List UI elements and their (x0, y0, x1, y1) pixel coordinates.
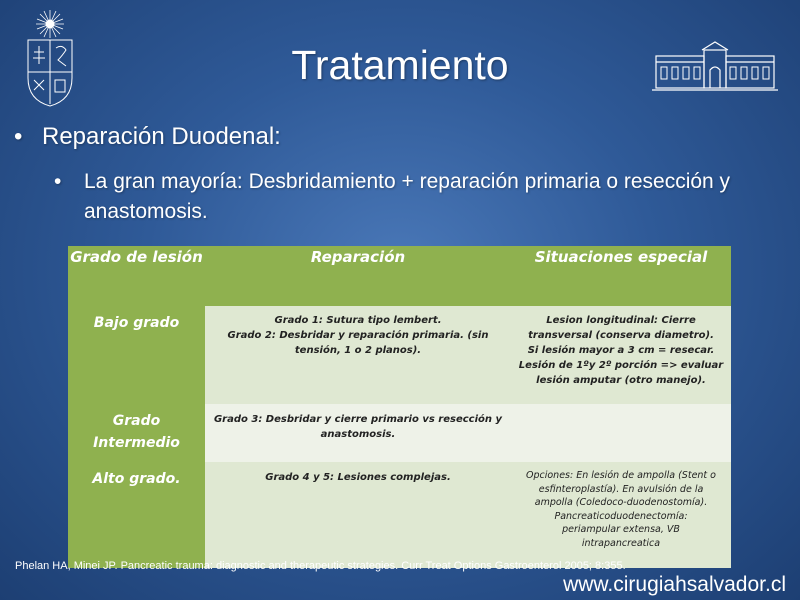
bullet-dot: • (54, 170, 62, 193)
table-row (68, 306, 731, 404)
table-row (68, 462, 731, 568)
special-cell: Lesion longitudinal: Cierre transversal (conserva diametro). Si lesión mayor a 3 cm = resecar. Lesión de 1ºy 2º porción => evaluar lesión amputar (otro manejo). (511, 306, 731, 404)
bullet-level1 (14, 123, 281, 151)
slide-title: Tratamiento (291, 42, 509, 88)
table-row (68, 404, 731, 462)
grade-cell: Grado Intermedio (68, 404, 205, 462)
bullet-level1-text: Reparación Duodenal: (42, 123, 281, 150)
special-cell: Opciones: En lesión de ampolla (Stent o esfinteroplastía). En avulsión de la ampolla (Coledoco-duodenostomía). Pancreaticoduodenectomía: periampular extensa, VB intrapancreatica (511, 462, 731, 568)
bullet-dot: • (14, 123, 23, 150)
special-cell (511, 404, 731, 462)
bullet-level2 (54, 167, 754, 227)
header-situaciones: Situaciones especial (511, 246, 731, 306)
table-header-row (68, 246, 731, 306)
repair-cell: Grado 1: Sutura tipo lembert. Grado 2: Desbridar y reparación primaria. (sin tensión, 1 o 2 planos). (205, 306, 511, 404)
grade-cell: Bajo grado (68, 306, 205, 404)
citation-text: Phelan HA, Minei JP. Pancreatic trauma: diagnostic and therapeutic strategies. Curr Treat Options Gastroenterol 2005; 8:355. (15, 560, 626, 572)
header-grado: Grado de lesión (68, 246, 205, 306)
treatment-table (68, 246, 731, 568)
bullet-level2-text: La gran mayoría: Desbridamiento + reparación primaria o resección y anastomosis. (84, 170, 731, 223)
website-url: www.cirugiahsalvador.cl (563, 573, 786, 596)
grade-cell: Alto grado. (68, 462, 205, 568)
repair-cell: Grado 3: Desbridar y cierre primario vs resección y anastomosis. (205, 404, 511, 462)
header-reparacion: Reparación (205, 246, 511, 306)
repair-cell: Grado 4 y 5: Lesiones complejas. (205, 462, 511, 568)
